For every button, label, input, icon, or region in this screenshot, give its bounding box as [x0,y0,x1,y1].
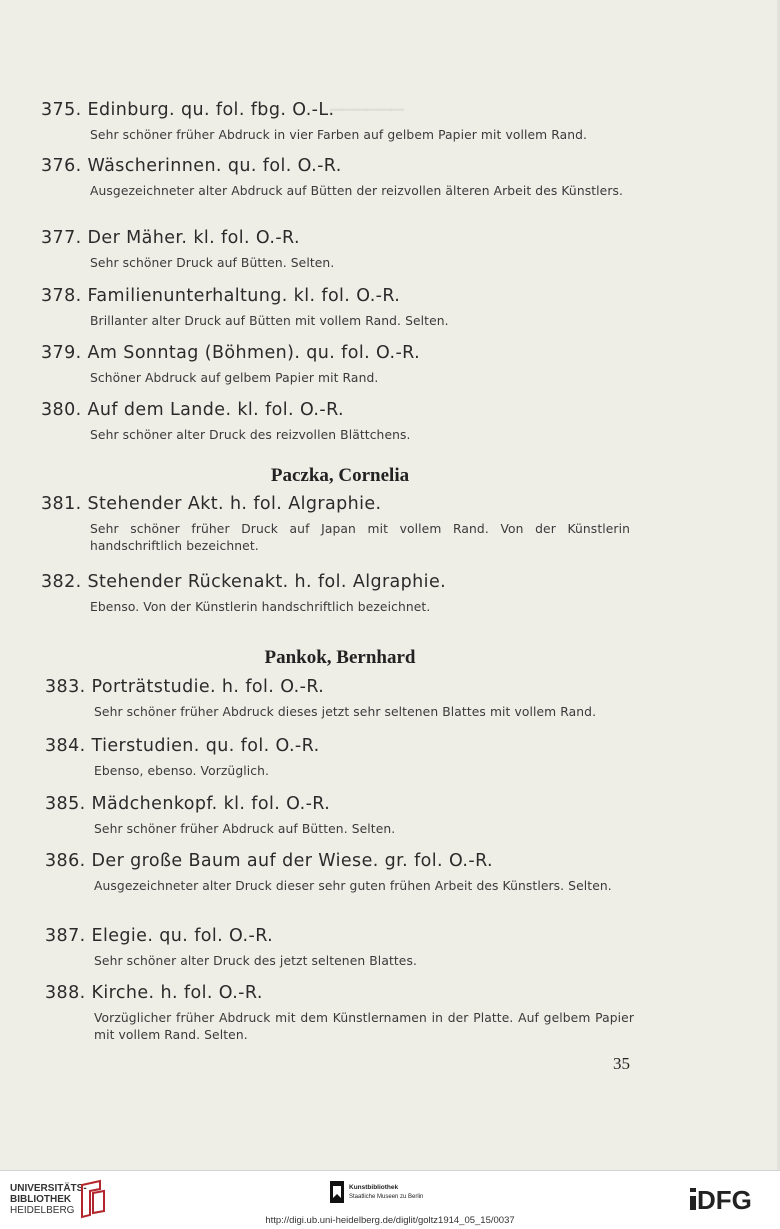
kunstbibliothek-subtitle: Staatliche Museen zu Berlin [349,1194,424,1200]
entry-title: 387. Elegie. qu. fol. O.-R. [45,926,274,946]
entry-title: 378. Familienunterhaltung. kl. fol. O.-R. [41,286,401,306]
entry-title: 384. Tierstudien. qu. fol. O.-R. [45,736,320,756]
entry-description: Vorzüglicher früher Abdruck mit dem Künstlernamen in der Platte. Auf gelbem Papier mit vollem Rand. Selten. [94,1011,634,1042]
entry-description: Ausgezeichneter alter Abdruck auf Bütten der reizvollen älteren Arbeit des Künstlers. [90,184,624,198]
kunstbibliothek-logo-icon [330,1181,344,1203]
university-library-logo[interactable] [10,1183,87,1216]
dfg-logo-text: DFG [697,1186,752,1212]
entry-title: 383. Porträtstudie. h. fol. O.-R. [45,677,325,697]
university-emblem-icon [78,1179,108,1219]
source-url[interactable]: http://digi.ub.uni-heidelberg.de/diglit/goltz1914_05_15/0037 [265,1215,515,1226]
entry-title: 386. Der große Baum auf der Wiese. gr. fol. O.-R. [45,851,493,871]
entry-description: Sehr schöner früher Abdruck dieses jetzt sehr seltenen Blattes mit vollem Rand. [94,705,597,719]
dfg-logo[interactable] [690,1186,768,1212]
logo-line: UNIVERSITÄTS- [10,1183,87,1194]
entry-title: 375. Edinburg. qu. fol. fbg. O.-L. [41,100,335,120]
entry-description: Schöner Abdruck auf gelbem Papier mit Rand. [90,371,379,385]
entry-title: 381. Stehender Akt. h. fol. Algraphie. [41,494,382,514]
page-number: 35 [613,1054,630,1073]
entry-description: Brillanter alter Druck auf Bütten mit vollem Rand. Selten. [90,314,449,328]
entry-title: 382. Stehender Rückenakt. h. fol. Algraphie. [41,572,447,592]
logo-line: BIBLIOTHEK [10,1194,72,1205]
entry-description: Sehr schöner früher Druck auf Japan mit vollem Rand. Von der Künstlerin handschriftlich bezeichnet. [90,522,630,553]
entry-title: 385. Mädchenkopf. kl. fol. O.-R. [45,794,331,814]
entry-title: 388. Kirche. h. fol. O.-R. [45,983,263,1003]
artist-heading: Paczka, Cornelia [270,465,410,486]
entry-title: 376. Wäscherinnen. qu. fol. O.-R. [41,156,342,176]
entry-title: 380. Auf dem Lande. kl. fol. O.-R. [41,400,344,420]
entry-description: Ebenso. Von der Künstlerin handschriftlich bezeichnet. [90,600,431,614]
entry-description: Sehr schöner früher Abdruck in vier Farben auf gelbem Papier mit vollem Rand. [90,128,588,142]
entry-description: Ausgezeichneter alter Druck dieser sehr guten frühen Arbeit des Künstlers. Selten. [94,879,612,893]
entry-description: Ebenso, ebenso. Vorzüglich. [94,764,270,778]
artist-heading: Pankok, Bernhard [264,647,416,668]
entry-title: 379. Am Sonntag (Böhmen). qu. fol. O.-R. [41,343,421,363]
entry-description: Sehr schöner früher Abdruck auf Bütten. Selten. [94,822,396,836]
entry-description: Sehr schöner alter Druck des jetzt seltenen Blattes. [94,954,417,968]
logo-line: HEIDELBERG [10,1205,75,1216]
entry-description: Sehr schöner Druck auf Bütten. Selten. [90,256,335,270]
kunstbibliothek-text [349,1183,423,1202]
show-through-text: ▁▁▁▁▁▁ [330,94,404,111]
entry-description: Sehr schöner alter Druck des reizvollen Blättchens. [90,428,411,442]
kunstbibliothek-title: Kunstbibliothek [349,1184,399,1191]
entry-title: 377. Der Mäher. kl. fol. O.-R. [41,228,300,248]
viewer-footer [0,1170,780,1229]
